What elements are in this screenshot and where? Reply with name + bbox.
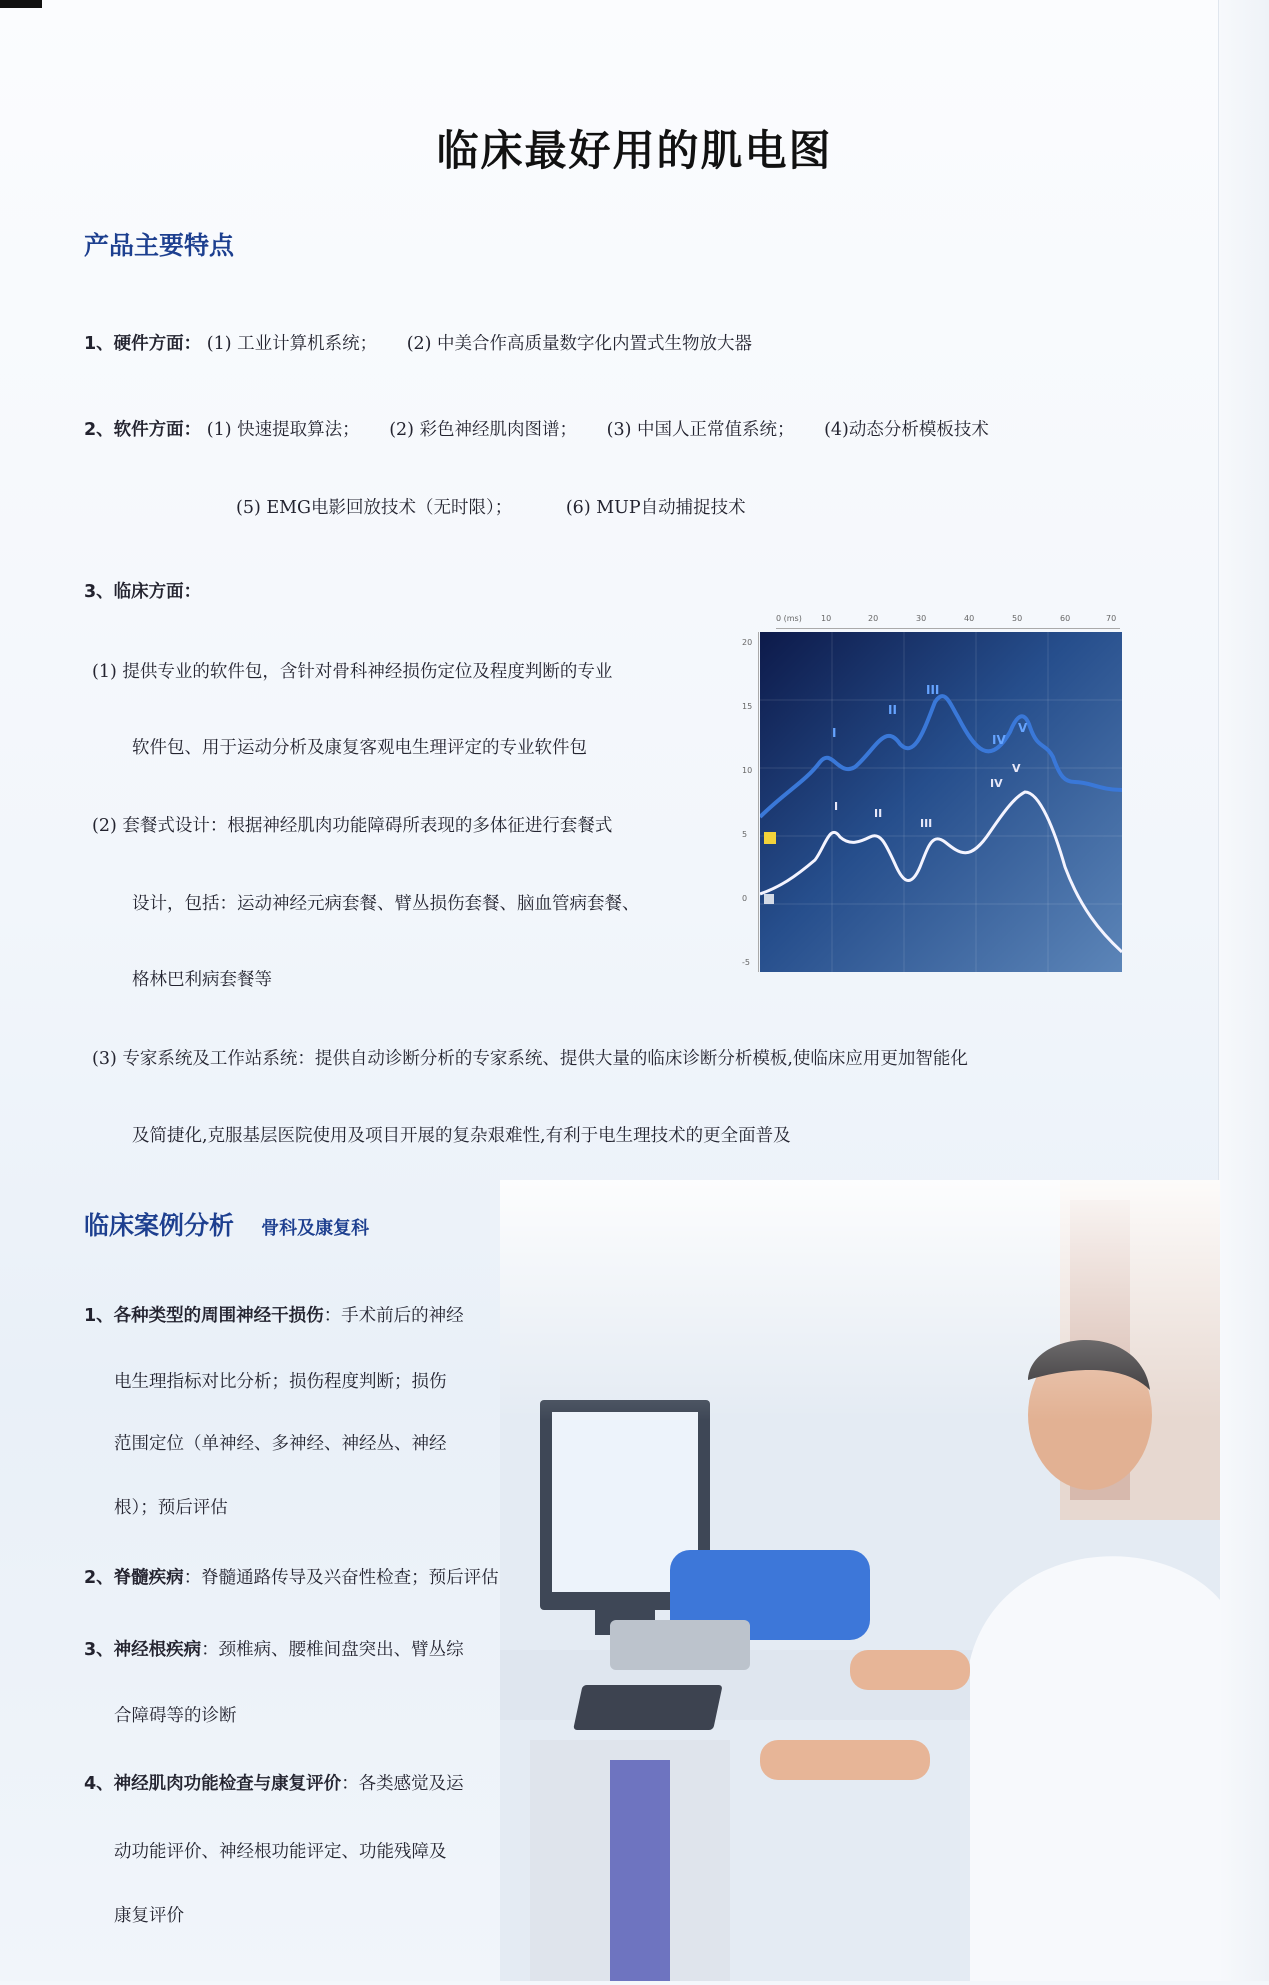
emg-lower-peak-label: I: [834, 800, 839, 813]
emg-top-tick: 20: [868, 614, 879, 623]
case-1-text: ：手术前后的神经: [323, 1306, 464, 1326]
clinical-p3-line: (3) 专家系统及工作站系统：提供自动诊断分析的专家系统、提供大量的临床诊断分析模板,使临床应用更加智能化: [92, 1049, 968, 1069]
case-1-line: 电生理指标对比分析；损伤程度判断；损伤: [114, 1372, 447, 1392]
clinical-p2-line: 格林巴利病套餐等: [132, 970, 272, 990]
software-line-2: [236, 494, 746, 519]
clinical-p2-line: (2) 套餐式设计：根据神经肌肉功能障碍所表现的多体征进行套餐式: [92, 816, 613, 836]
software-line: [84, 416, 989, 441]
emg-traces: [760, 632, 1122, 972]
emg-upper-peak-label: V: [1018, 721, 1028, 735]
case-4-label: 4、神经肌肉功能检查与康复评价: [84, 1774, 342, 1794]
clinical-p1-line: (1) 提供专业的软件包，含针对骨科神经损伤定位及程度判断的专业: [92, 662, 613, 682]
emg-lower-peak-label: V: [1012, 762, 1021, 775]
emg-top-tick: 50: [1012, 614, 1023, 623]
clinical-p2-line: 设计，包括：运动神经元病套餐、臂丛损伤套餐、脑血管病套餐、: [132, 894, 640, 914]
hardware-item: (2) 中美合作高质量数字化内置式生物放大器: [406, 334, 753, 354]
hardware-line: [84, 330, 752, 355]
emg-lower-peak-label: III: [920, 817, 933, 830]
emg-lower-peak-label: IV: [990, 777, 1003, 790]
case-3-text: ：颈椎病、腰椎间盘突出、臂丛综: [201, 1640, 464, 1660]
clinic-photo-illustration: [500, 1180, 1220, 1981]
emg-left-tick: -5: [742, 958, 750, 967]
clinic-photo: [500, 1180, 1220, 1981]
emg-upper-peak-label: III: [926, 683, 940, 697]
emg-top-tick: 40: [964, 614, 975, 623]
emg-marker-yellow: [764, 832, 776, 844]
emg-top-tick: 70: [1106, 614, 1117, 623]
case-3-label: 3、神经根疾病: [84, 1640, 202, 1660]
emg-left-tick: 0: [742, 894, 748, 903]
case-4-line: 康复评价: [114, 1906, 184, 1926]
cases-subheading: 骨科及康复科: [261, 1218, 370, 1239]
software-item: (4)动态分析模板技术: [824, 420, 989, 440]
case-2-text: ：脊髓通路传导及兴奋性检查；预后评估: [183, 1568, 499, 1588]
software-item: (2) 彩色神经肌肉图谱；: [389, 420, 578, 440]
emg-top-tick: 30: [916, 614, 927, 623]
emg-plot-area: [760, 632, 1122, 972]
software-label: 2、软件方面：: [84, 420, 202, 440]
emg-upper-trace: [760, 696, 1122, 817]
emg-marker-white: [764, 894, 774, 904]
hardware-label: 1、硬件方面：: [84, 334, 202, 354]
case-3-line: [84, 1636, 464, 1661]
case-2-line: [84, 1564, 499, 1589]
case-1-line: [84, 1302, 464, 1327]
clinical-p1-line: 软件包、用于运动分析及康复客观电生理评定的专业软件包: [132, 738, 587, 758]
emg-upper-peak-label: II: [888, 703, 897, 717]
case-1-label: 1、各种类型的周围神经干损伤: [84, 1306, 324, 1326]
cases-heading: 临床案例分析: [84, 1211, 235, 1240]
page-title: 临床最好用的肌电图: [436, 126, 833, 175]
emg-top-tick: 10: [821, 614, 832, 623]
emg-upper-peak-label: IV: [992, 733, 1006, 747]
emg-left-tick: 20: [742, 638, 753, 647]
hardware-item: (1) 工业计算机系统；: [206, 334, 378, 354]
corner-mark: [0, 0, 42, 8]
emg-left-tick: 15: [742, 702, 753, 711]
case-4-line: [84, 1770, 464, 1795]
page-edge: [1218, 0, 1269, 1981]
emg-chart: [742, 608, 1122, 978]
clinical-label: 3、临床方面：: [84, 582, 202, 602]
case-2-label: 2、脊髓疾病: [84, 1568, 184, 1588]
emg-left-tick: 5: [742, 830, 748, 839]
software-item: (6) MUP自动捕捉技术: [565, 498, 746, 518]
emg-top-tick: 60: [1060, 614, 1071, 623]
case-3-line: 合障碍等的诊断: [114, 1706, 237, 1726]
case-4-text: ：各类感觉及运: [341, 1774, 464, 1794]
clinical-line: [84, 578, 201, 603]
emg-top-tick: 0 (ms): [776, 614, 802, 623]
features-heading: 产品主要特点: [84, 231, 235, 260]
emg-lower-peak-label: II: [874, 807, 883, 820]
emg-left-axis: [742, 632, 759, 972]
clinical-p3-line: 及简捷化,克服基层医院使用及项目开展的复杂艰难性,有利于电生理技术的更全面普及: [132, 1126, 791, 1146]
software-item: (1) 快速提取算法；: [206, 420, 360, 440]
emg-top-axis: [776, 614, 1120, 629]
emg-lower-trace: [760, 792, 1122, 952]
case-1-line: 根）；预后评估: [114, 1498, 228, 1518]
case-1-line: 范围定位（单神经、多神经、神经丛、神经: [114, 1434, 447, 1454]
software-item: (5) EMG电影回放技术（无时限）；: [236, 498, 513, 518]
case-4-line: 动功能评价、神经根功能评定、功能残障及: [114, 1842, 447, 1862]
software-item: (3) 中国人正常值系统；: [606, 420, 795, 440]
cases-heading-row: [84, 1206, 369, 1242]
emg-upper-peak-label: I: [832, 726, 837, 740]
emg-left-tick: 10: [742, 766, 753, 775]
